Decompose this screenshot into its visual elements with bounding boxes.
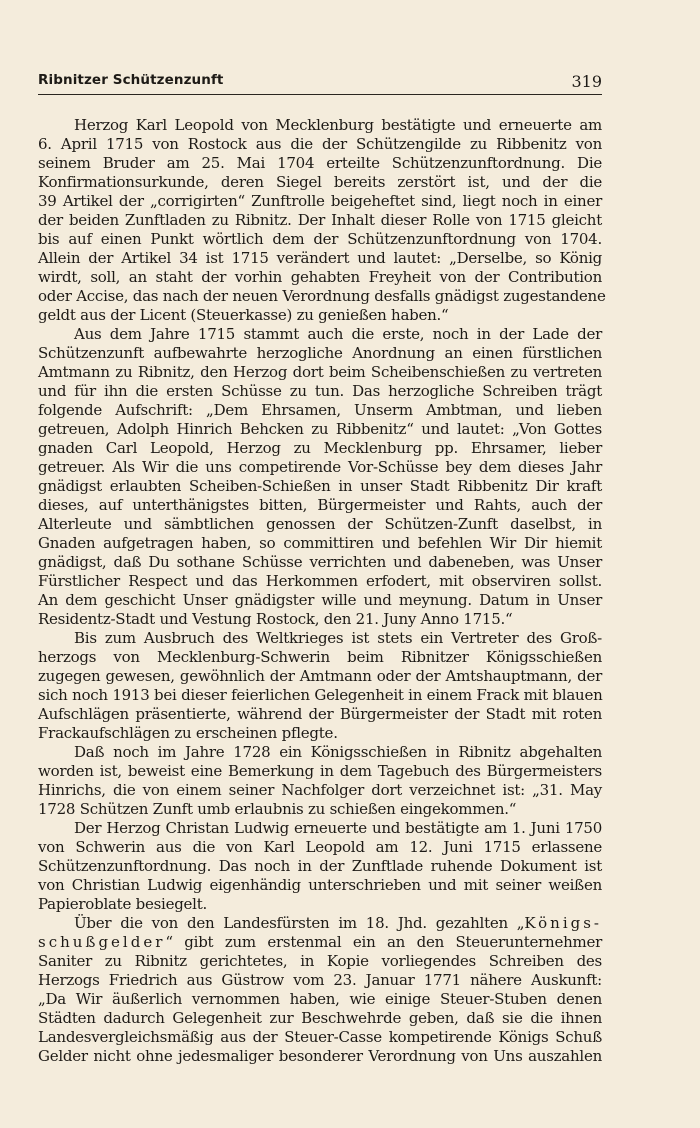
- text-line: Frackaufschlägen zu erscheinen pflegte.: [38, 724, 338, 742]
- text-line: Daß noch im Jahre 1728 ein Königsschießen in Ribnitz abgehalten: [74, 743, 602, 761]
- text-line: wirdt, soll, an staht der vorhin gehabten Freyheit von der Contribution: [38, 268, 602, 286]
- text-line: Gelder nicht ohne jedesmaliger besonderer Verordnung von Uns auszahlen: [38, 1047, 602, 1065]
- text-line: getreuer. Als Wir die uns competirende Vor-Schüsse bey dem dieses Jahr: [38, 458, 602, 476]
- spaced-term: schußgelder: [38, 933, 166, 951]
- text-line: Hinrichs, die von einem seiner Nachfolger dort verzeichnet ist: „31. May: [38, 781, 602, 799]
- text-line: Konfirmationsurkunde, deren Siegel bereits zerstört ist, und der die: [38, 173, 602, 191]
- text-line: An dem geschicht Unser gnädigster wille und meynung. Datum in Unser: [38, 591, 602, 609]
- text-line: herzogs von Mecklenburg-Schwerin beim Ribnitzer Königsschießen: [38, 648, 602, 666]
- text-line: Allein der Artikel 34 ist 1715 verändert und lautet: „Derselbe, so König: [38, 249, 602, 267]
- text-line: gnaden Carl Leopold, Herzog zu Mecklenburg pp. Ehrsamer, lieber: [38, 439, 602, 457]
- text-line: geldt aus der Licent (Steuerkasse) zu genießen haben.“: [38, 306, 449, 324]
- text-line: gnädigst, daß Du sothane Schüsse verrichten und dabeneben, was Unser: [38, 553, 602, 571]
- page-number: 319: [571, 72, 602, 91]
- text-line: worden ist, beweist eine Bemerkung in dem Tagebuch des Bürgermeisters: [38, 762, 602, 780]
- text-line: von Schwerin aus die von Karl Leopold am 12. Juni 1715 erlassene: [38, 838, 602, 856]
- text-line: Aufschlägen präsentierte, während der Bürgermeister der Stadt mit roten: [38, 705, 602, 723]
- text-line: Bis zum Ausbruch des Weltkrieges ist stets ein Vertreter des Groß-: [74, 629, 602, 647]
- text-line: Herzog Karl Leopold von Mecklenburg bestätigte und erneuerte am: [74, 116, 602, 134]
- text-line: Alterleute und sämbtlichen genossen der Schützen-Zunft daselbst, in: [38, 515, 602, 533]
- text-line: Gnaden aufgetragen haben, so committiren und befehlen Wir Dir hiemit: [38, 534, 602, 552]
- text-line: 6. April 1715 von Rostock aus die der Schützengilde zu Ribbenitz von: [38, 135, 602, 153]
- text-line: Fürstlicher Respect und das Herkommen erfodert, mit observiren sollst.: [38, 572, 602, 590]
- text-line: [38, 914, 602, 933]
- text-line: seinem Bruder am 25. Mai 1704 erteilte Schützenzunftordnung. Die: [38, 154, 602, 172]
- page-header: [38, 70, 602, 95]
- text-line: „Da Wir äußerlich vernommen haben, wie einige Steuer-Stuben denen: [38, 990, 602, 1008]
- text-line: Schützenzunftordnung. Das noch in der Zunftlade ruhende Dokument ist: [38, 857, 602, 875]
- text-line: zugegen gewesen, gewöhnlich der Amtmann oder der Amtshauptmann, der: [38, 667, 602, 685]
- text-line: der beiden Zunftladen zu Ribnitz. Der Inhalt dieser Rolle von 1715 gleicht: [38, 211, 602, 229]
- text-line: 39 Artikel der „corrigirten“ Zunftrolle beigeheftet sind, liegt noch in einer: [38, 192, 602, 210]
- body-text: [38, 116, 606, 1066]
- spaced-term: Königs-: [524, 914, 602, 932]
- text-line: getreuen, Adolph Hinrich Behcken zu Ribbenitz“ und lautet: „Von Gottes: [38, 420, 602, 438]
- text-line: dieses, auf unterthänigstes bitten, Bürgermeister und Rahts, auch der: [38, 496, 602, 514]
- text-line: Schützenzunft aufbewahrte herzogliche Anordnung an einen fürstlichen: [38, 344, 602, 362]
- text-fragment: Über die von den Landesfürsten im 18. Jhd. gezahlten „: [74, 914, 525, 932]
- text-line: bis auf einen Punkt wörtlich dem der Schützenzunftordnung von 1704.: [38, 230, 602, 248]
- text-line: [38, 933, 602, 952]
- text-line: von Christian Ludwig eigenhändig unterschrieben und mit seiner weißen: [38, 876, 602, 894]
- running-title: Ribnitzer Schützenzunft: [38, 72, 224, 88]
- text-line: Papieroblate besiegelt.: [38, 895, 208, 913]
- text-line: Aus dem Jahre 1715 stammt auch die erste, noch in der Lade der: [74, 325, 602, 343]
- text-line: gnädigst erlaubten Scheiben-Schießen in unser Stadt Ribbenitz Dir kraft: [38, 477, 602, 495]
- text-line: Städten dadurch Gelegenheit zur Beschwehrde geben, daß sie die ihnen: [38, 1009, 602, 1027]
- text-line: Residentz-Stadt und Vestung Rostock, den 21. Juny Anno 1715.“: [38, 610, 513, 628]
- text-line: und für ihn die ersten Schüsse zu tun. Das herzogliche Schreiben trägt: [38, 382, 602, 400]
- text-line: folgende Aufschrift: „Dem Ehrsamen, Unserm Ambtman, und lieben: [38, 401, 602, 419]
- text-fragment: “ gibt zum erstenmal ein an den Steuerunternehmer: [165, 933, 602, 951]
- text-line: 1728 Schützen Zunft umb erlaubnis zu schießen eingekommen.“: [38, 800, 517, 818]
- text-line: Saniter zu Ribnitz gerichtetes, in Kopie vorliegendes Schreiben des: [38, 952, 602, 970]
- text-line: oder Accise, das nach der neuen Verordnung desfalls gnädigst zugestandene: [38, 287, 606, 305]
- text-line: Herzogs Friedrich aus Güstrow vom 23. Januar 1771 nähere Auskunft:: [38, 971, 602, 989]
- text-line: Landesvergleichsmäßig aus der Steuer-Casse kompetirende Königs Schuß: [38, 1028, 602, 1046]
- text-line: sich noch 1913 bei dieser feierlichen Gelegenheit in einem Frack mit blauen: [38, 686, 603, 704]
- text-line: Amtmann zu Ribnitz, den Herzog dort beim Scheibenschießen zu vertreten: [38, 363, 602, 381]
- text-line: Der Herzog Christan Ludwig erneuerte und bestätigte am 1. Juni 1750: [74, 819, 602, 837]
